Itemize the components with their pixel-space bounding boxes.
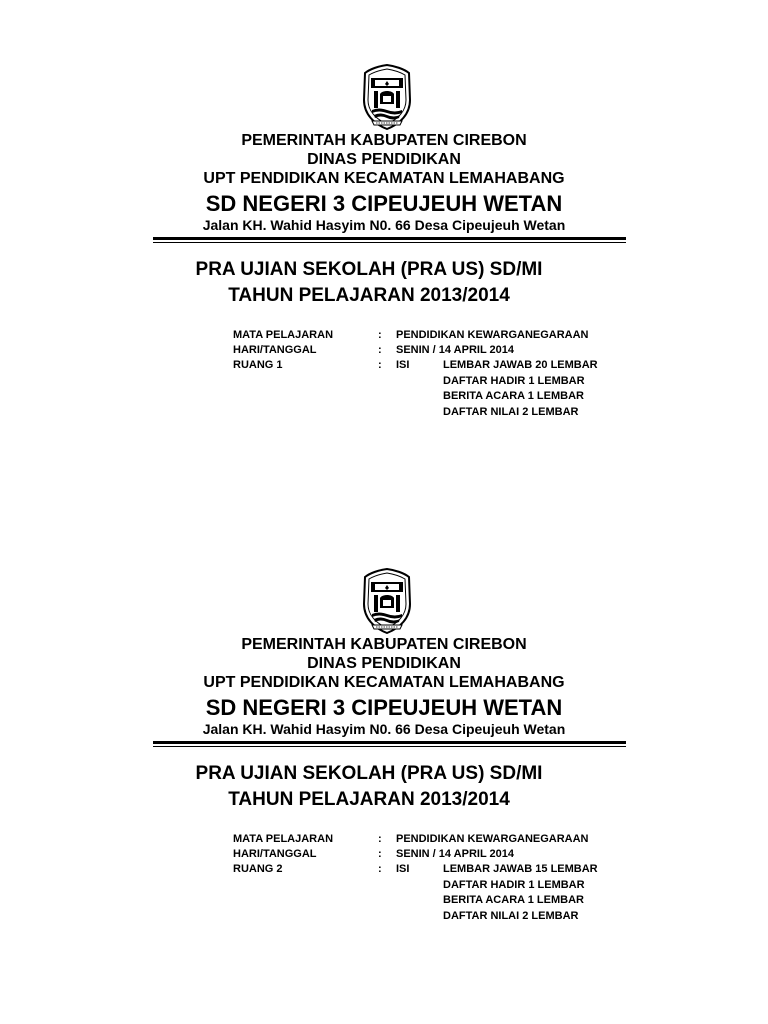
date-value: SENIN / 14 APRIL 2014 bbox=[396, 848, 514, 860]
date-label: HARI/TANGGAL bbox=[233, 848, 317, 860]
contents-item: LEMBAR JAWAB 15 LEMBAR bbox=[443, 863, 598, 875]
room-label: RUANG 2 bbox=[233, 863, 283, 875]
school-year: TAHUN PELAJARAN 2013/2014 bbox=[228, 285, 510, 306]
subject-value: PENDIDIKAN KEWARGANEGARAAN bbox=[396, 329, 589, 341]
contents-item: DAFTAR NILAI 2 LEMBAR bbox=[443, 910, 579, 922]
contents-label: ISI bbox=[396, 359, 410, 371]
regency-crest-icon bbox=[362, 568, 412, 634]
contents-item: DAFTAR HADIR 1 LEMBAR bbox=[443, 375, 585, 387]
subject-value: PENDIDIKAN KEWARGANEGARAAN bbox=[396, 833, 589, 845]
room-label: RUANG 1 bbox=[233, 359, 283, 371]
contents-item: BERITA ACARA 1 LEMBAR bbox=[443, 894, 584, 906]
school-name: SD NEGERI 3 CIPEUJEUH WETAN bbox=[205, 695, 563, 720]
letterhead-rule-thin bbox=[153, 242, 626, 243]
subject-colon: : bbox=[378, 329, 382, 341]
contents-item: DAFTAR NILAI 2 LEMBAR bbox=[443, 406, 579, 418]
date-colon: : bbox=[378, 848, 382, 860]
school-address: Jalan KH. Wahid Hasyim N0. 66 Desa Cipeujeuh Wetan bbox=[202, 721, 566, 737]
subject-label: MATA PELAJARAN bbox=[233, 833, 334, 845]
date-label: HARI/TANGGAL bbox=[233, 344, 317, 356]
contents-label: ISI bbox=[396, 863, 410, 875]
letterhead-rule-thin bbox=[153, 746, 626, 747]
letterhead-rule-thick bbox=[153, 237, 626, 240]
regency-crest-icon bbox=[362, 64, 412, 130]
subject-label: MATA PELAJARAN bbox=[233, 329, 334, 341]
room-colon: : bbox=[378, 863, 382, 875]
office-name: UPT PENDIDIKAN KECAMATAN LEMAHABANG bbox=[203, 674, 565, 691]
school-name: SD NEGERI 3 CIPEUJEUH WETAN bbox=[205, 191, 563, 216]
exam-envelope-label bbox=[0, 504, 768, 922]
office-name: UPT PENDIDIKAN KECAMATAN LEMAHABANG bbox=[203, 170, 565, 187]
exam-title: PRA UJIAN SEKOLAH (PRA US) SD/MI bbox=[195, 259, 543, 280]
contents-item: DAFTAR HADIR 1 LEMBAR bbox=[443, 879, 585, 891]
date-value: SENIN / 14 APRIL 2014 bbox=[396, 344, 514, 356]
date-colon: : bbox=[378, 344, 382, 356]
department-name: DINAS PENDIDIKAN bbox=[307, 655, 461, 672]
government-name: PEMERINTAH KABUPATEN CIREBON bbox=[241, 636, 527, 653]
contents-item: BERITA ACARA 1 LEMBAR bbox=[443, 390, 584, 402]
subject-colon: : bbox=[378, 833, 382, 845]
exam-envelope-label bbox=[0, 0, 768, 418]
exam-title: PRA UJIAN SEKOLAH (PRA US) SD/MI bbox=[195, 763, 543, 784]
school-address: Jalan KH. Wahid Hasyim N0. 66 Desa Cipeujeuh Wetan bbox=[202, 217, 566, 233]
contents-item: LEMBAR JAWAB 20 LEMBAR bbox=[443, 359, 598, 371]
school-year: TAHUN PELAJARAN 2013/2014 bbox=[228, 789, 510, 810]
letterhead-rule-thick bbox=[153, 741, 626, 744]
department-name: DINAS PENDIDIKAN bbox=[307, 151, 461, 168]
government-name: PEMERINTAH KABUPATEN CIREBON bbox=[241, 132, 527, 149]
room-colon: : bbox=[378, 359, 382, 371]
